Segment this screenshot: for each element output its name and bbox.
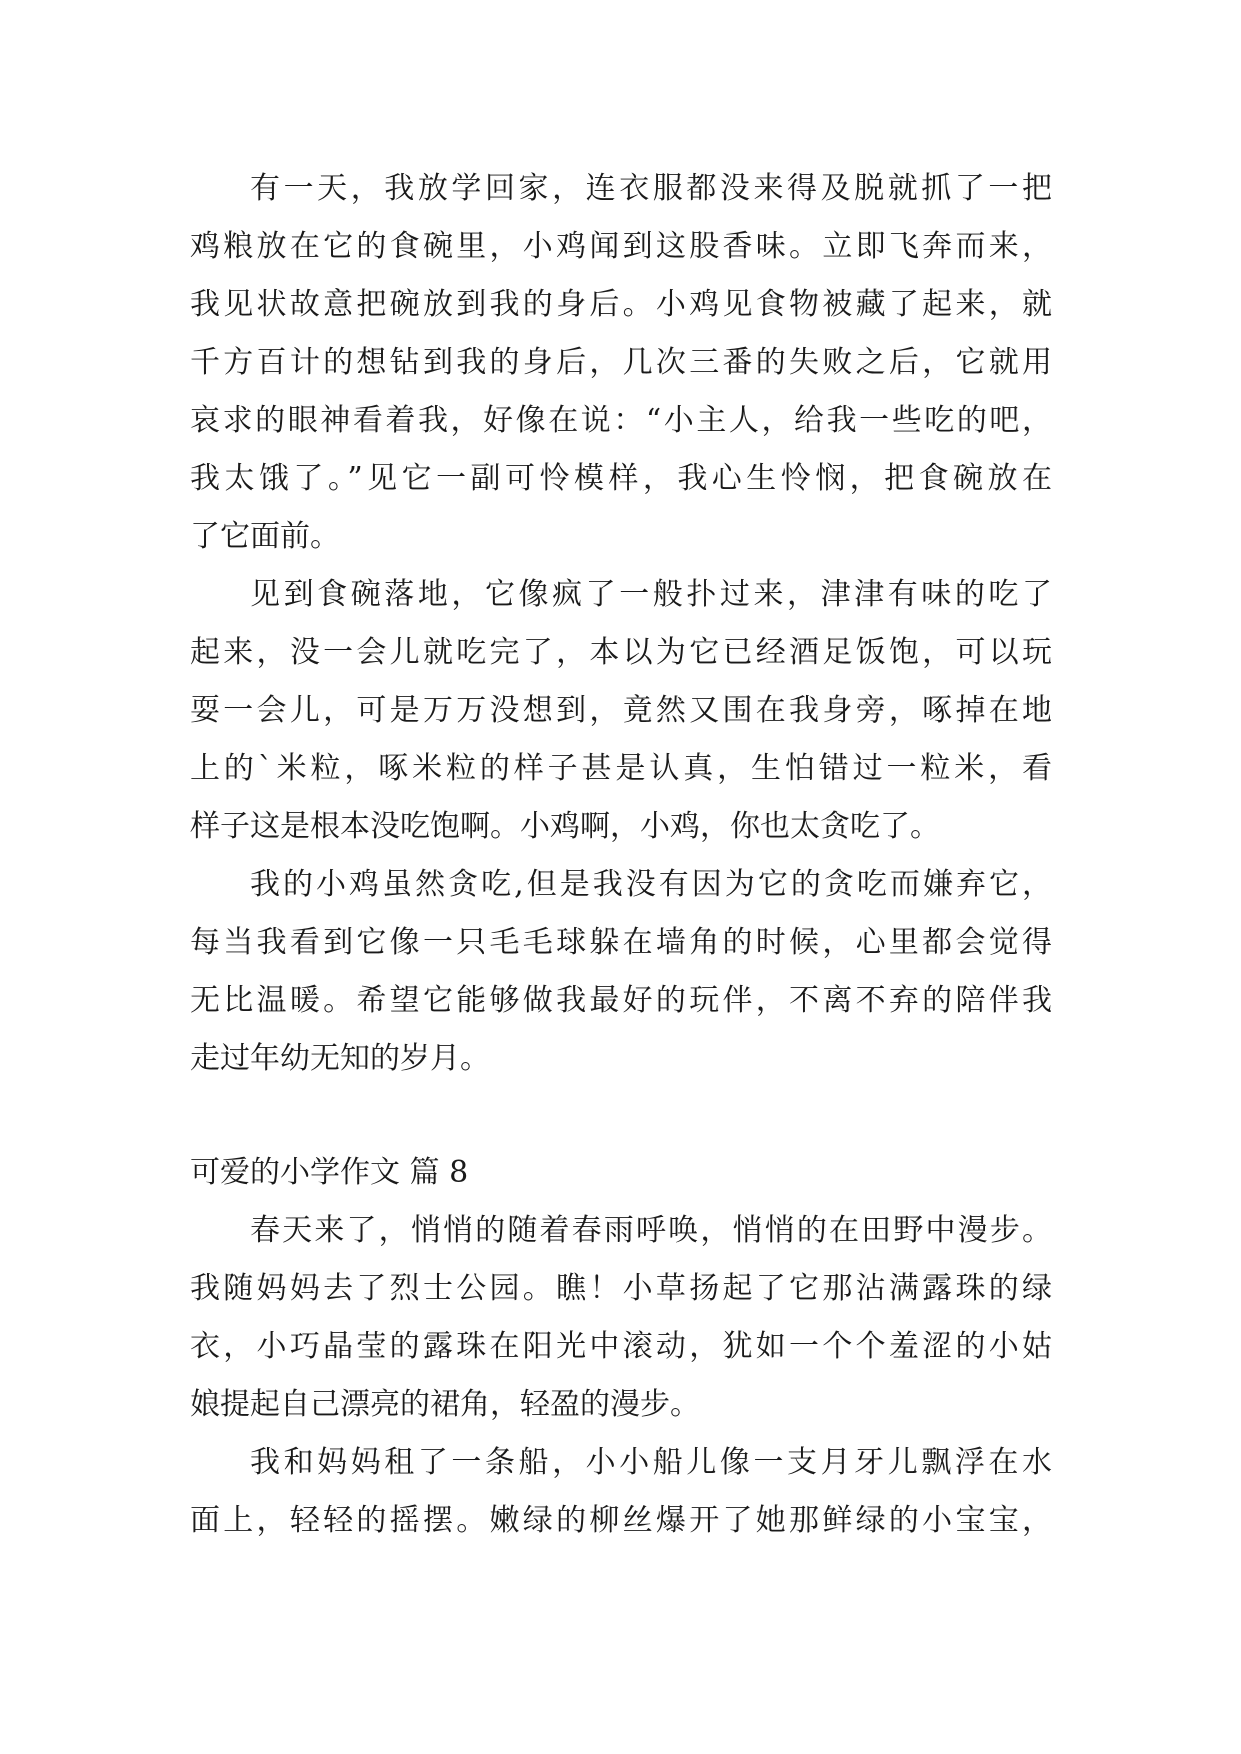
paragraph-line: 上的`米粒，啄米粒的样子甚是认真，生怕错过一粒米，看 [190, 751, 1052, 786]
paragraph-line: 面上，轻轻的摇摆。嫩绿的柳丝爆开了她那鲜绿的小宝宝， [190, 1503, 1052, 1538]
paragraph [190, 856, 1052, 1088]
paragraph-line: 我和妈妈租了一条船，小小船儿像一支月牙儿飘浮在水 [250, 1445, 1052, 1480]
paragraph-line: 我随妈妈去了烈士公园。瞧！小草扬起了它那沾满露珠的绿 [190, 1271, 1052, 1306]
paragraph-line: 我太饿了。”见它一副可怜模样，我心生怜悯，把食碗放在 [190, 461, 1052, 496]
paragraph-line: 春天来了，悄悄的随着春雨呼唤，悄悄的在田野中漫步。 [250, 1213, 1052, 1248]
paragraph-line: 耍一会儿，可是万万没想到，竟然又围在我身旁，啄掉在地 [190, 693, 1052, 728]
paragraph-line: 千方百计的想钻到我的身后，几次三番的失败之后，它就用 [190, 345, 1052, 380]
paragraph-line: 哀求的眼神看着我，好像在说：“小主人，给我一些吃的吧， [190, 403, 1052, 438]
paragraph-line: 样子这是根本没吃饱啊。小鸡啊，小鸡，你也太贪吃了。 [190, 809, 940, 844]
paragraph-line: 衣，小巧晶莹的露珠在阳光中滚动，犹如一个个羞涩的小姑 [190, 1329, 1052, 1364]
paragraph-line: 走过年幼无知的岁月。 [190, 1041, 490, 1076]
paragraph [190, 1202, 1052, 1434]
paragraph-line: 娘提起自己漂亮的裙角，轻盈的漫步。 [190, 1387, 700, 1422]
section-title: 可爱的小学作文 篇 8 [190, 1155, 469, 1190]
paragraph [190, 1434, 1052, 1550]
paragraph-line: 每当我看到它像一只毛毛球躲在墙角的时候，心里都会觉得 [190, 925, 1052, 960]
paragraph-line: 有一天，我放学回家，连衣服都没来得及脱就抓了一把 [250, 171, 1052, 206]
paragraph-line: 了它面前。 [190, 519, 340, 554]
paragraph-line: 我的小鸡虽然贪吃,但是我没有因为它的贪吃而嫌弃它， [250, 867, 1052, 902]
document-body [190, 160, 1052, 1550]
paragraph [190, 160, 1052, 566]
paragraph-line: 起来，没一会儿就吃完了，本以为它已经酒足饭饱，可以玩 [190, 635, 1052, 670]
paragraph-line: 无比温暖。希望它能够做我最好的玩伴，不离不弃的陪伴我 [190, 983, 1052, 1018]
paragraph-line: 鸡粮放在它的食碗里，小鸡闻到这股香味。立即飞奔而来， [190, 229, 1052, 264]
paragraph [190, 566, 1052, 856]
section-spacer [190, 1088, 1052, 1144]
paragraph-line: 我见状故意把碗放到我的身后。小鸡见食物被藏了起来，就 [190, 287, 1052, 322]
paragraph-line: 见到食碗落地，它像疯了一般扑过来，津津有味的吃了 [250, 577, 1052, 612]
